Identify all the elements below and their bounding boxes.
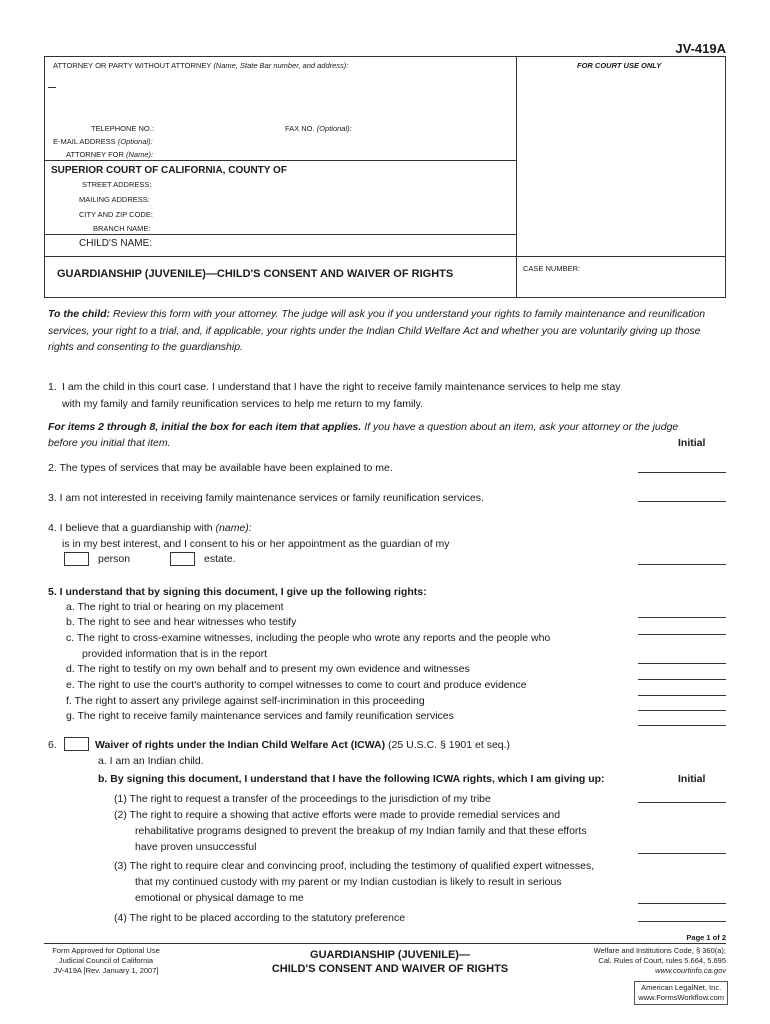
icwa-right-1: (1) The right to request a transfer of the proceedings to the jurisdiction of my tribe	[114, 793, 491, 805]
email-label: E-MAIL ADDRESS (Optional):	[53, 137, 153, 146]
item-6a: a. I am an Indian child.	[98, 755, 204, 767]
item-1-line1: I am the child in this court case. I understand that I have the right to receive family maintenance services to help me stay	[62, 381, 621, 393]
initial-line-icwa-2[interactable]	[638, 853, 726, 854]
footer-right: Welfare and Institutions Code, § 360(a); Cal. Rules of Court, rules 5.664, 5.695 www.courtinfo.ca.gov	[593, 946, 726, 975]
legalnet-box: American LegalNet, Inc. www.FormsWorkflow.com	[634, 981, 728, 1005]
icwa-checkbox[interactable]	[64, 737, 89, 751]
caption-box	[44, 56, 726, 298]
city-zip-label: CITY AND ZIP CODE:	[79, 210, 153, 219]
item-2: 2. The types of services that may be available have been explained to me.	[48, 462, 393, 474]
icwa-right-3a: (3) The right to require clear and convincing proof, including the testimony of qualified expert witnesses,	[114, 860, 595, 872]
person-checkbox[interactable]	[64, 552, 89, 566]
item-5c-line1: c. The right to cross-examine witnesses, including the people who wrote any reports and the people who	[66, 632, 551, 644]
estate-checkbox[interactable]	[170, 552, 195, 566]
childs-name-label: CHILD'S NAME:	[79, 238, 153, 249]
attorney-label: ATTORNEY OR PARTY WITHOUT ATTORNEY (Name, State Bar number, and address):	[53, 61, 349, 70]
form-title: GUARDIANSHIP (JUVENILE)—CHILD'S CONSENT AND WAIVER OF RIGHTS	[57, 268, 454, 280]
item-6-number: 6.	[48, 739, 57, 751]
item-1-number: 1.	[48, 381, 57, 393]
initial-line-5c[interactable]	[638, 663, 726, 664]
item-5g: g. The right to receive family maintenance services and family reunification services	[66, 710, 454, 722]
icwa-right-2a: (2) The right to require a showing that active efforts were made to provide remedial services and	[114, 809, 561, 821]
intro-paragraph: To the child: Review this form with your attorney. The judge will ask you if you understand your rights to family maintenance and reunification services, your right to a trial, and, if applicable, your rights under the Indian Child Welfare Act and whether you are voluntarily giving up those rights and consenting to the guardianship.	[48, 308, 706, 353]
case-number-label: CASE NUMBER:	[523, 264, 581, 273]
page-number: Page 1 of 2	[686, 933, 726, 942]
attorney-field-mark	[48, 87, 56, 88]
court-heading: SUPERIOR COURT OF CALIFORNIA, COUNTY OF	[51, 165, 287, 176]
item-6-heading: Waiver of rights under the Indian Child Welfare Act (ICWA) (25 U.S.C. § 1901 et seq.)	[95, 739, 511, 751]
form-number: JV-419A	[675, 41, 726, 56]
item-5e: e. The right to use the court's authority to compel witnesses to come to court and produce evidence	[66, 679, 527, 691]
attorney-for-label: ATTORNEY FOR (Name):	[66, 150, 154, 159]
initial-line-icwa-1[interactable]	[638, 802, 726, 803]
initial-line-5d[interactable]	[638, 679, 726, 680]
initial-line-4[interactable]	[638, 564, 726, 565]
mailing-address-label: MAILING ADDRESS:	[79, 195, 150, 204]
initial-line-5f[interactable]	[638, 710, 726, 711]
icwa-right-3c: emotional or physical damage to me	[135, 892, 304, 904]
person-label: person	[98, 553, 131, 565]
initial-header: Initial	[678, 437, 706, 449]
item-5f: f. The right to assert any privilege against self-incrimination in this proceeding	[66, 695, 425, 707]
court-use-label: FOR COURT USE ONLY	[577, 61, 662, 70]
fax-label: FAX NO. (Optional):	[285, 124, 352, 133]
item-6b: b. By signing this document, I understand that I have the following ICWA rights, which I am giving up:	[98, 773, 605, 785]
initial-line-5g[interactable]	[638, 725, 726, 726]
icwa-right-3b: that my continued custody with my parent or my Indian custodian is likely to result in serious	[135, 876, 562, 888]
initial-line-icwa-3[interactable]	[638, 903, 726, 904]
initial-line-icwa-4[interactable]	[638, 921, 726, 922]
street-address-label: STREET ADDRESS:	[82, 180, 152, 189]
branch-name-label: BRANCH NAME:	[93, 224, 151, 233]
icwa-right-2b: rehabilitative programs designed to prevent the breakup of my Indian family and that these efforts	[135, 825, 587, 837]
icwa-right-4: (4) The right to be placed according to the statutory preference	[114, 912, 406, 924]
item-1-line2: with my family and family reunification services to help me return to my family.	[62, 398, 424, 410]
item-4-line2: is in my best interest, and I consent to his or her appointment as the guardian of my	[62, 538, 450, 550]
initial-line-5e[interactable]	[638, 695, 726, 696]
item-4-line1: 4. I believe that a guardianship with (name):	[48, 522, 252, 534]
item-5d: d. The right to testify on my own behalf and to present my own evidence and witnesses	[66, 663, 470, 675]
footer-title: GUARDIANSHIP (JUVENILE)— CHILD'S CONSENT AND WAIVER OF RIGHTS	[271, 949, 509, 975]
initial-header-icwa: Initial	[678, 773, 706, 785]
item-3: 3. I am not interested in receiving family maintenance services or family reunification services.	[48, 492, 484, 504]
item-5-heading: 5. I understand that by signing this document, I give up the following rights:	[48, 586, 427, 598]
initial-line-5b[interactable]	[638, 634, 726, 635]
estate-label: estate.	[204, 553, 236, 565]
initial-line-2[interactable]	[638, 472, 726, 473]
telephone-label: TELEPHONE NO.:	[91, 124, 154, 133]
item-5c-line2: provided information that is in the report	[82, 648, 268, 660]
instruction-line1: For items 2 through 8, initial the box for each item that applies. If you have a question about an item, ask your attorney or the judge	[48, 421, 679, 433]
instruction-line2: before you initial that item.	[48, 437, 171, 449]
icwa-right-2c: have proven unsuccessful	[135, 841, 257, 853]
footer-left: Form Approved for Optional Use Judicial Council of California JV-419A [Rev. January 1, 2007]	[52, 946, 160, 975]
item-5a: a. The right to trial or hearing on my placement	[66, 601, 284, 613]
item-5b: b. The right to see and hear witnesses who testify	[66, 616, 297, 628]
initial-line-5a[interactable]	[638, 617, 726, 618]
initial-line-3[interactable]	[638, 501, 726, 502]
